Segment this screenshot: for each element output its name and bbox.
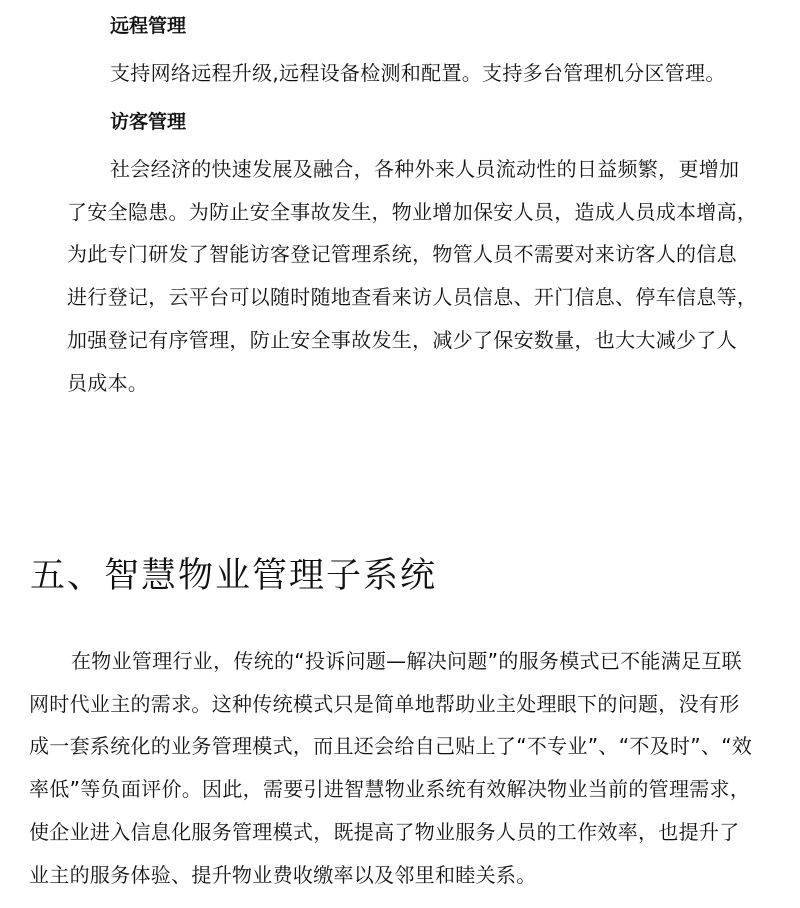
paragraph-line: 成一套系统化的业务管理模式，而且还会给自己贴上了“不专业”、“不及时”、“效 [29, 734, 753, 759]
paragraph-line: 使企业进入信息化服务管理模式，既提高了物业服务人员的工作效率，也提升了 [29, 819, 740, 844]
paragraph-line: 支持网络远程升级,远程设备检测和配置。支持多台管理机分区管理。 [110, 61, 726, 85]
paragraph-line: 进行登记，云平台可以随时随地查看来访人员信息、开门信息、停车信息等， [67, 285, 758, 310]
chapter-title: 五、智慧物业管理子系统 [30, 556, 438, 596]
remote-management-paragraph [110, 52, 726, 95]
paragraph-line: 加强登记有序管理，防止安全事故发生，减少了保安数量，也大大减少了人 [67, 327, 737, 352]
remote-management-heading: 远程管理 [110, 15, 187, 37]
visitor-management-paragraph [67, 148, 757, 404]
paragraph-line: 社会经济的快速发展及融合，各种外来人员流动性的日益频繁，更增加 [110, 157, 740, 181]
paragraph-line: 网时代业主的需求。这种传统模式只是简单地帮助业主处理眼下的问题，没有形 [29, 691, 740, 716]
paragraph-line: 员成本。 [67, 370, 149, 395]
visitor-management-heading: 访客管理 [110, 111, 187, 133]
paragraph-line: 了安全隐患。为防止安全事故发生，物业增加保安人员，造成人员成本增高， [67, 199, 758, 224]
chapter-paragraph [29, 640, 752, 896]
paragraph-line: 率低”等负面评价。因此，需要引进智慧物业系统有效解决物业当前的管理需求， [29, 777, 751, 802]
paragraph-line: 在物业管理行业，传统的“投诉问题—解决问题”的服务模式已不能满足互联 [71, 649, 742, 673]
paragraph-line: 为此专门研发了智能访客登记管理系统，物管人员不需要对来访客人的信息 [67, 242, 737, 267]
paragraph-line: 业主的服务体验、提升物业费收缴率以及邻里和睦关系。 [29, 862, 537, 887]
